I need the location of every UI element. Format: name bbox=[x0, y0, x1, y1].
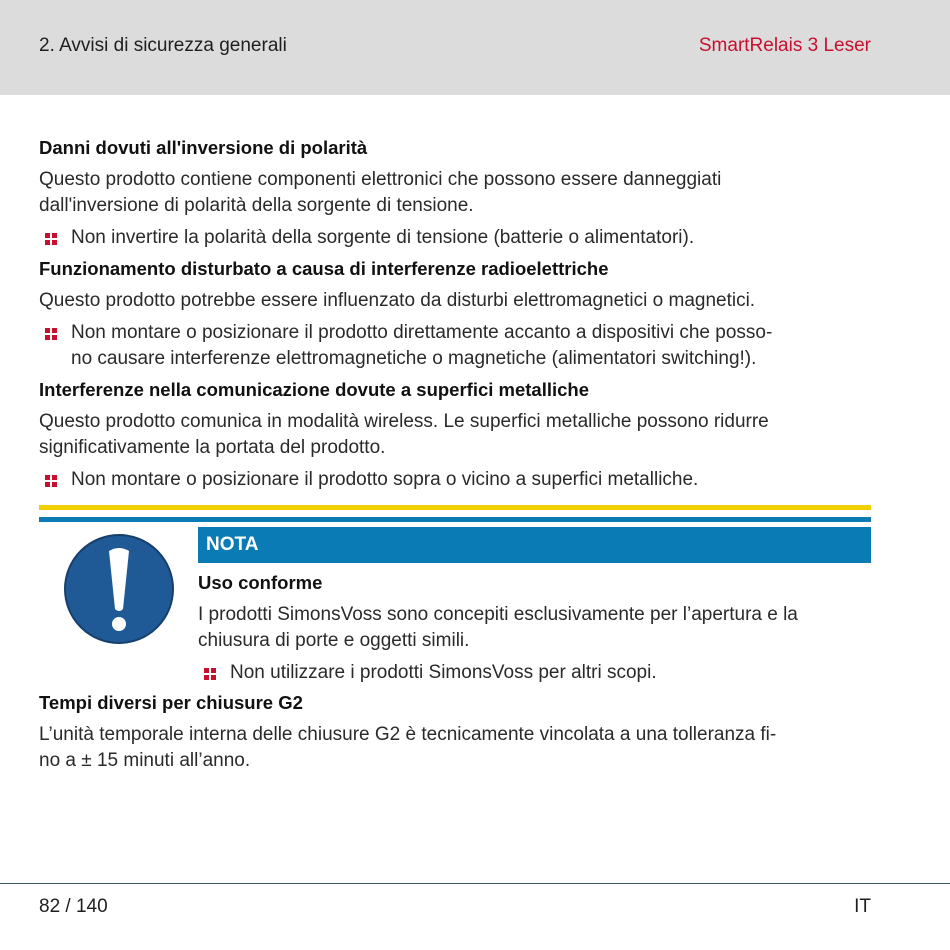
bullet-line: Non montare o posizionare il prodotto direttamente accanto a dispositivi che posso- bbox=[71, 322, 773, 343]
section-heading: Tempi diversi per chiusure G2 bbox=[39, 692, 303, 713]
bullet-item bbox=[39, 225, 871, 251]
section-polarity bbox=[39, 136, 871, 251]
section-paragraph bbox=[39, 722, 871, 774]
red-square-bullet-icon bbox=[45, 328, 57, 340]
bullet-item bbox=[39, 467, 871, 493]
red-square-bullet-icon bbox=[204, 668, 216, 680]
section-heading: Funzionamento disturbato a causa di interferenze radioelettriche bbox=[39, 258, 609, 279]
notice-divider bbox=[39, 505, 871, 522]
section-paragraph bbox=[39, 167, 871, 219]
bullet-line: no causare interferenze elettromagnetiche o magnetiche (alimentatori switching!). bbox=[71, 348, 757, 369]
notice-yellow-rule bbox=[39, 505, 871, 510]
paragraph-line: significativamente la portata del prodotto. bbox=[39, 437, 386, 458]
bullet-item bbox=[198, 660, 871, 686]
bullet-item bbox=[39, 320, 871, 372]
notice-heading: Uso conforme bbox=[198, 572, 323, 593]
section-paragraph bbox=[39, 288, 871, 314]
page-number: 82 / 140 bbox=[39, 896, 108, 917]
red-square-bullet-icon bbox=[45, 233, 57, 245]
page-header bbox=[0, 0, 950, 95]
bullet-line: Non invertire la polarità della sorgente di tensione (batterie o alimentatori). bbox=[71, 227, 695, 248]
bullet-line: Non utilizzare i prodotti SimonsVoss per altri scopi. bbox=[230, 662, 657, 683]
paragraph-line: Questo prodotto comunica in modalità wireless. Le superfici metalliche possono ridurre bbox=[39, 411, 769, 432]
section-paragraph bbox=[39, 409, 871, 461]
section-radio-interference bbox=[39, 257, 871, 372]
section-g2-time bbox=[39, 691, 871, 774]
header-product-name: SmartRelais 3 Leser bbox=[698, 35, 871, 56]
notice-label: NOTA bbox=[198, 527, 871, 563]
bullet-line: Non montare o posizionare il prodotto sopra o vicino a superfici metalliche. bbox=[71, 469, 699, 490]
language-code: IT bbox=[854, 896, 871, 917]
paragraph-line: no a ± 15 minuti all’anno. bbox=[39, 750, 251, 771]
paragraph-line: chiusura di porte e oggetti simili. bbox=[198, 630, 470, 651]
footer-rule bbox=[0, 883, 950, 884]
section-heading: Danni dovuti all'inversione di polarità bbox=[39, 137, 368, 158]
section-heading: Interferenze nella comunicazione dovute a superfici metalliche bbox=[39, 379, 590, 400]
red-square-bullet-icon bbox=[45, 475, 57, 487]
paragraph-line: Questo prodotto contiene componenti elettronici che possono essere danneggiati bbox=[39, 169, 722, 190]
paragraph-line: L’unità temporale interna delle chiusure G2 è tecnicamente vincolata a una tolleranza fi- bbox=[39, 724, 777, 745]
notice-paragraph bbox=[198, 602, 871, 654]
notice-body bbox=[198, 527, 871, 692]
notice-blue-rule bbox=[39, 517, 871, 522]
paragraph-line: Questo prodotto potrebbe essere influenzato da disturbi elettromagnetici o magnetici. bbox=[39, 290, 756, 311]
paragraph-line: dall'inversione di polarità della sorgente di tensione. bbox=[39, 195, 474, 216]
exclamation-circle-icon bbox=[63, 533, 175, 645]
header-section-title: 2. Avvisi di sicurezza generali bbox=[39, 35, 287, 56]
page-content bbox=[39, 136, 871, 780]
paragraph-line: I prodotti SimonsVoss sono concepiti esclusivamente per l’apertura e la bbox=[198, 604, 798, 625]
section-metal-surfaces bbox=[39, 378, 871, 493]
notice-box bbox=[39, 527, 871, 691]
